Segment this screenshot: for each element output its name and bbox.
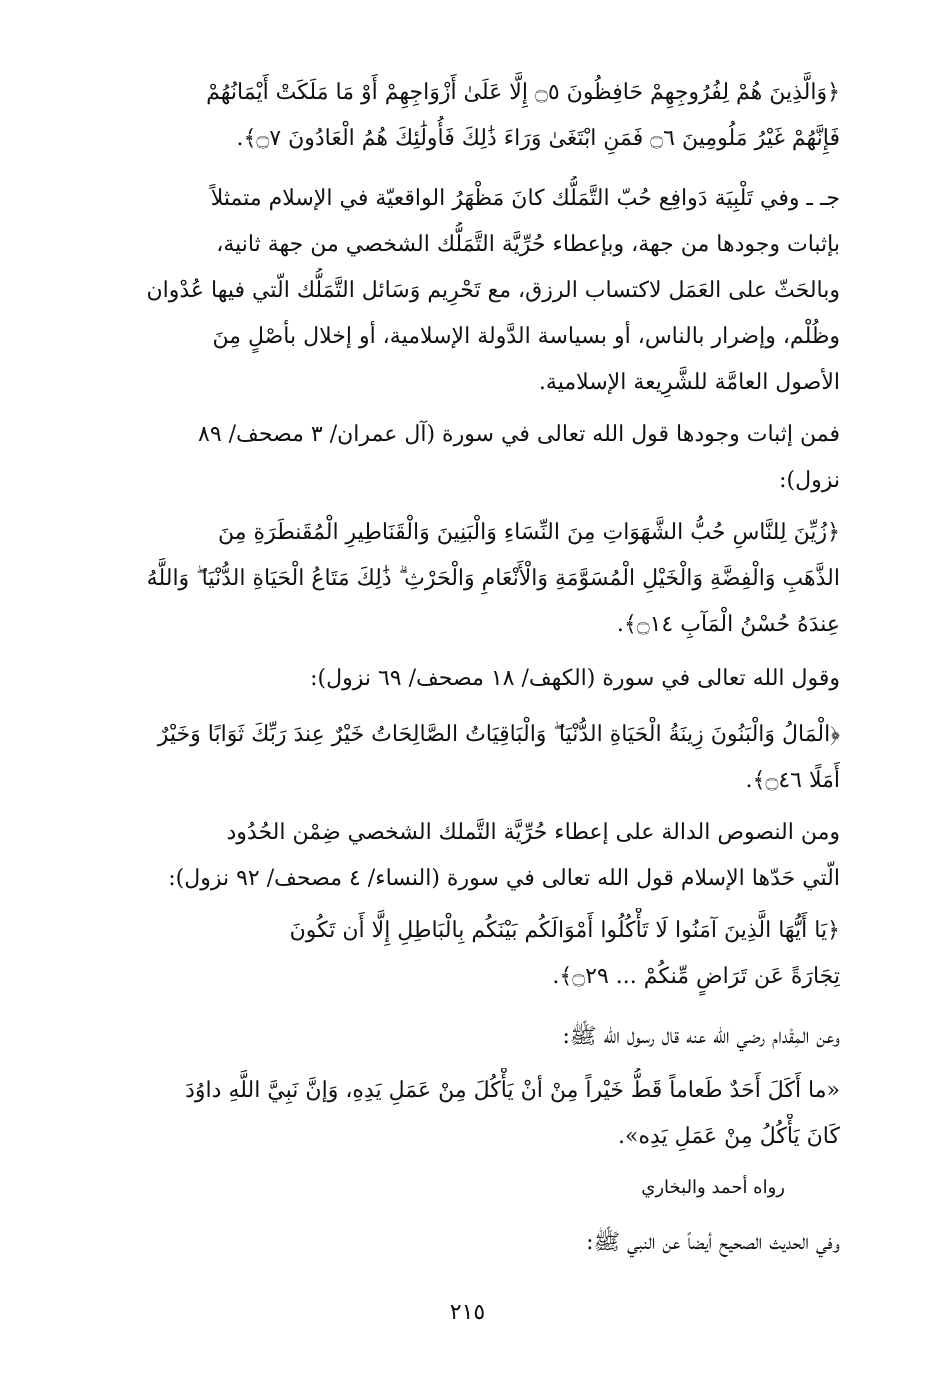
quran-verse-block	[95, 70, 840, 162]
hadith-line: «ما أَكَلَ أَحَدٌ طَعاماً قَطُّ خَيْراً مِنْ أنْ يَأْكُلَ مِنْ عَمَلِ يَدِهِ، وَإنَّ نَبِيَّ اللَّهِ داوُدَ	[185, 1078, 840, 1103]
verse-line: ﴿زُيِّنَ لِلنَّاسِ حُبُّ الشَّهَوَاتِ مِنَ النِّسَاءِ وَالْبَنِينَ وَالْقَنَاطِيرِ الْمُقَنطَرَةِ مِنَ	[218, 520, 840, 545]
quran-verse-block	[95, 712, 840, 804]
paragraph	[95, 1220, 840, 1266]
paragraph-line: جـ ـ وفي تَلْبِيَة دَوافِع حُبّ التَّمَلُّك كانَ مَظْهَرُ الواقعيّة في الإسلام متمثلاً	[210, 186, 840, 211]
hadith-block	[95, 1068, 840, 1160]
verse-line: تِجَارَةً عَن تَرَاضٍ مِّنكُمْ ... ۝٢٩﴾.	[552, 964, 840, 989]
quran-verse-block	[95, 510, 840, 648]
verse-line: الذَّهَبِ وَالْفِضَّةِ وَالْخَيْلِ الْمُسَوَّمَةِ وَالْأَنْعَامِ وَالْحَرْثِ ۗ ذَٰلِكَ مَتَاعُ الْحَيَاةِ الدُّنْيَا ۖ وَاللَّهُ	[146, 566, 840, 591]
paragraph-line: وعن المِقْدام رضي الله عنه قال رسول الله ﷺ:	[562, 1024, 840, 1049]
paragraph-line: الّتي حَدّها الإسلام قول الله تعالى في سورة (النساء/ ٤ مصحف/ ٩٢ نزول):	[168, 866, 840, 891]
paragraph	[95, 810, 840, 902]
quran-verse-block	[95, 908, 840, 1000]
paragraph-line: وفي الحديث الصحيح أيضاً عن النبي ﷺ:	[586, 1230, 840, 1255]
verse-line: عِندَهُ حُسْنُ الْمَآبِ ۝١٤﴾.	[616, 612, 840, 637]
paragraph-line: وبالحَثّ على العَمَل لاكتساب الرزق، مع تَحْرِيم وَسَائل التَّمَلُّك الّتي فيها عُدْوان	[146, 278, 840, 303]
paragraph-line: وقول الله تعالى في سورة (الكهف/ ١٨ مصحف/ ٦٩ نزول):	[310, 666, 840, 691]
verse-line: فَإِنَّهُمْ غَيْرُ مَلُومِينَ ۝٦ فَمَنِ ابْتَغَىٰ وَرَاءَ ذَٰلِكَ فَأُولَٰئِكَ هُمُ الْعَادُونَ ۝٧﴾.	[236, 126, 840, 151]
verse-line: ﴿يَا أَيُّهَا الَّذِينَ آمَنُوا لَا تَأْكُلُوا أَمْوَالَكُم بَيْنَكُم بِالْبَاطِلِ إِلَّا أَن تَكُونَ	[289, 918, 840, 943]
paragraph-line: الأصول العامَّة للشَّرِيعة الإسلامية.	[538, 370, 840, 395]
paragraph-line: وظُلْم، وإضرار بالناس، أو بسياسة الدَّولة الإسلامية، أو إخلال بأصْلٍ مِنَ	[212, 324, 840, 349]
hadith-line: كَانَ يَأْكُلُ مِنْ عَمَلِ يَدِه».	[618, 1124, 840, 1149]
paragraph-line: ومن النصوص الدالة على إعطاء حُرِّيَّة التَّملك الشخصي ضِمْن الحُدُود	[226, 820, 840, 845]
verse-line: ﴿الْمَالُ وَالْبَنُونَ زِينَةُ الْحَيَاةِ الدُّنْيَا ۖ وَالْبَاقِيَاتُ الصَّالِحَاتُ خَيْرٌ عِندَ رَبِّكَ ثَوَابًا وَخَيْرٌ	[157, 722, 840, 747]
hadith-source-note: رواه أحمد والبخاري	[641, 1177, 785, 1198]
paragraph	[95, 1014, 840, 1060]
paragraph-line: فمن إثبات وجودها قول الله تعالى في سورة (آل عمران/ ٣ مصحف/ ٨٩	[198, 422, 840, 447]
verse-line: ﴿وَالَّذِينَ هُمْ لِفُرُوجِهِمْ حَافِظُونَ ۝٥ إِلَّا عَلَىٰ أَزْوَاجِهِمْ أَوْ مَا مَلَكَتْ أَيْمَانُهُمْ	[206, 80, 840, 105]
paragraph	[95, 412, 840, 504]
page-number: ٢١٥	[449, 1300, 486, 1325]
verse-line: أَمَلًا ۝٤٦﴾.	[745, 768, 840, 793]
paragraph-line: بإثبات وجودها من جهة، وبإعطاء حُرِّيَّة التَّمَلُّك الشخصي من جهة ثانية،	[216, 232, 840, 257]
paragraph-line: نزول):	[779, 468, 840, 493]
paragraph	[95, 176, 840, 406]
paragraph	[95, 656, 840, 702]
